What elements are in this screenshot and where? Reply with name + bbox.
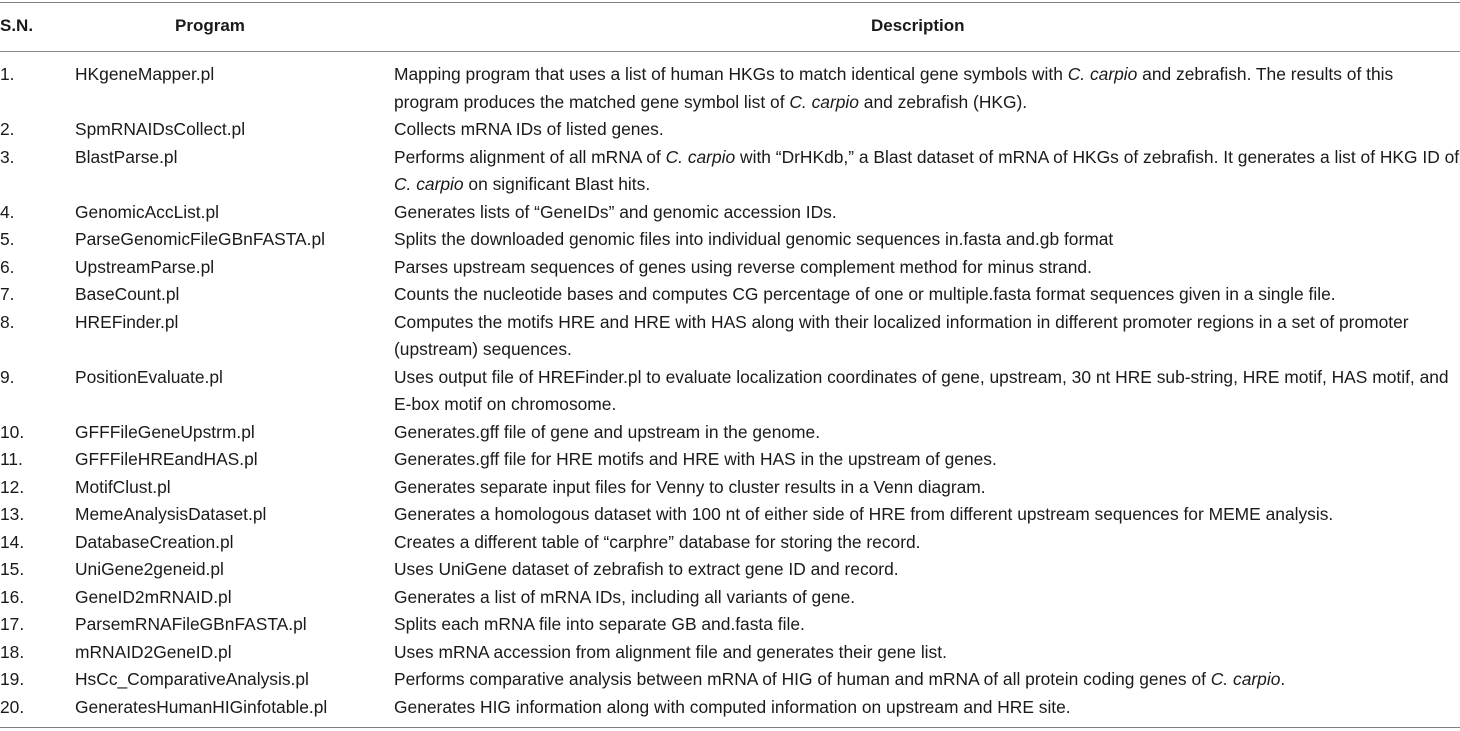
species-name: C. carpio <box>1067 64 1138 84</box>
description-text: Generates lists of “GeneIDs” and genomic accession IDs. <box>394 201 837 222</box>
table-row <box>0 144 1460 199</box>
cell-program: GeneID2mRNAID.pl <box>75 586 232 607</box>
description-text: on significant Blast hits. <box>463 174 651 194</box>
cell-program: UniGene2geneid.pl <box>75 559 224 579</box>
cell-description <box>394 199 1460 227</box>
header-rule <box>0 51 1460 52</box>
cell-sn: 10. <box>0 421 25 442</box>
cell-sn: 18. <box>0 641 25 662</box>
description-text: Generates.gff file for HRE motifs and HRE with HAS in the upstream of genes. <box>394 449 997 469</box>
description-text: Uses output file of HREFinder.pl to evaluate localization coordinates of gene, upstream, 30 nt HRE sub-string, HRE motif, HAS motif, and E-box motif on chromosome. <box>394 366 1449 414</box>
cell-description <box>394 501 1460 529</box>
table-row <box>0 474 1460 502</box>
cell-program: GFFFileGeneUpstrm.pl <box>75 421 255 442</box>
cell-program: PositionEvaluate.pl <box>75 366 223 387</box>
header-description: Description <box>871 16 965 35</box>
cell-program: GeneratesHumanHIGinfotable.pl <box>75 696 328 717</box>
cell-description <box>394 116 1460 144</box>
description-text: Splits the downloaded genomic files into individual genomic sequences in.fasta and.gb format <box>394 229 1114 249</box>
cell-description <box>394 364 1460 419</box>
cell-description <box>394 474 1460 502</box>
cell-sn: 5. <box>0 229 15 249</box>
header-program: Program <box>175 16 245 35</box>
description-text: Uses mRNA accession from alignment file and generates their gene list. <box>394 641 947 662</box>
table-row <box>0 556 1460 584</box>
cell-sn: 6. <box>0 256 15 277</box>
cell-description <box>394 694 1460 722</box>
cell-program: ParsemRNAFileGBnFASTA.pl <box>75 614 307 634</box>
table-row <box>0 116 1460 144</box>
cell-description <box>394 144 1460 199</box>
table-row <box>0 364 1460 419</box>
cell-sn: 11. <box>0 449 23 469</box>
table-header <box>0 3 1460 51</box>
cell-description <box>394 281 1460 309</box>
description-text: . <box>1280 669 1286 689</box>
cell-description <box>394 419 1460 447</box>
cell-description <box>394 446 1460 474</box>
cell-sn: 7. <box>0 284 15 304</box>
cell-description <box>394 61 1460 116</box>
cell-description <box>394 226 1460 254</box>
description-text: Performs alignment of all mRNA of <box>394 146 666 167</box>
cell-sn: 2. <box>0 119 15 139</box>
cell-sn: 9. <box>0 366 15 387</box>
table-row <box>0 611 1460 639</box>
description-text: Generates HIG information along with computed information on upstream and HRE site. <box>394 696 1071 717</box>
description-text: Mapping program that uses a list of human HKGs to match identical gene symbols with <box>394 64 1068 84</box>
description-text: Uses UniGene dataset of zebrafish to extract gene ID and record. <box>394 559 899 579</box>
cell-sn: 16. <box>0 586 25 607</box>
header-sn: S.N. <box>0 16 34 35</box>
table-row <box>0 584 1460 612</box>
table-row <box>0 281 1460 309</box>
cell-sn: 1. <box>0 64 15 84</box>
cell-program: MotifClust.pl <box>75 476 171 497</box>
cell-program: BlastParse.pl <box>75 146 178 167</box>
cell-program: mRNAID2GeneID.pl <box>75 641 232 662</box>
cell-sn: 13. <box>0 504 25 524</box>
table-row <box>0 254 1460 282</box>
cell-program: SpmRNAIDsCollect.pl <box>75 119 246 139</box>
species-name: C. carpio <box>665 146 736 167</box>
description-text: Parses upstream sequences of genes using reverse complement method for minus strand. <box>394 256 1092 277</box>
species-name: C. carpio <box>1210 669 1281 689</box>
cell-program: BaseCount.pl <box>75 284 180 304</box>
description-text: Generates separate input files for Venny to cluster results in a Venn diagram. <box>394 476 986 497</box>
description-text: Counts the nucleotide bases and computes CG percentage of one or multiple.fasta format sequences given in a single file. <box>394 284 1336 304</box>
cell-sn: 17. <box>0 614 25 634</box>
cell-program: UpstreamParse.pl <box>75 256 215 277</box>
cell-description <box>394 584 1460 612</box>
cell-sn: 12. <box>0 476 25 497</box>
cell-sn: 20. <box>0 696 25 717</box>
cell-sn: 19. <box>0 669 25 689</box>
cell-program: MemeAnalysisDataset.pl <box>75 504 267 524</box>
table-row <box>0 446 1460 474</box>
cell-program: ParseGenomicFileGBnFASTA.pl <box>75 229 325 249</box>
cell-sn: 4. <box>0 201 15 222</box>
description-text: Performs comparative analysis between mRNA of HIG of human and mRNA of all protein coding genes of <box>394 669 1211 689</box>
cell-sn: 8. <box>0 311 15 332</box>
cell-program: HsCc_ComparativeAnalysis.pl <box>75 669 309 689</box>
cell-program: GenomicAccList.pl <box>75 201 220 222</box>
cell-description <box>394 611 1460 639</box>
cell-description <box>394 666 1460 694</box>
description-text: Creates a different table of “carphre” database for storing the record. <box>394 531 921 552</box>
cell-description <box>394 529 1460 557</box>
cell-description <box>394 309 1460 364</box>
species-name: C. carpio <box>789 91 859 112</box>
description-text: Generates a homologous dataset with 100 nt of either side of HRE from different upstream sequences for MEME analysis. <box>394 504 1334 524</box>
description-text: Computes the motifs HRE and HRE with HAS along with their localized information in different promoter regions in a set of promoter (upstream) sequences. <box>394 311 1409 359</box>
table-row <box>0 419 1460 447</box>
table-body <box>0 61 1460 721</box>
table-row <box>0 226 1460 254</box>
description-text: and zebrafish (HKG). <box>858 91 1028 112</box>
cell-program: HREFinder.pl <box>75 311 179 332</box>
cell-sn: 15. <box>0 559 25 579</box>
description-text: with “DrHKdb,” a Blast dataset of mRNA of HKGs of zebrafish. It generates a list of HKG ID of <box>735 146 1460 167</box>
table-row <box>0 309 1460 364</box>
cell-program: GFFFileHREandHAS.pl <box>75 449 258 469</box>
cell-program: DatabaseCreation.pl <box>75 531 234 552</box>
description-text: Splits each mRNA file into separate GB and.fasta file. <box>394 614 805 634</box>
table-row <box>0 666 1460 694</box>
cell-description <box>394 639 1460 667</box>
cell-description <box>394 254 1460 282</box>
description-text: Generates a list of mRNA IDs, including all variants of gene. <box>394 586 856 607</box>
table-row <box>0 501 1460 529</box>
table-row <box>0 639 1460 667</box>
table-row <box>0 694 1460 722</box>
table-bottom-rule <box>0 727 1460 728</box>
cell-description <box>394 556 1460 584</box>
cell-sn: 14. <box>0 531 25 552</box>
cell-program: HKgeneMapper.pl <box>75 64 215 84</box>
description-text: Collects mRNA IDs of listed genes. <box>394 119 664 139</box>
species-name: C. carpio <box>394 174 464 194</box>
table-row <box>0 529 1460 557</box>
description-text: and zebrafish. The results of this program produces the matched gene symbol list of <box>394 64 1394 112</box>
cell-sn: 3. <box>0 146 15 167</box>
table-row <box>0 199 1460 227</box>
table-row <box>0 61 1460 116</box>
description-text: Generates.gff file of gene and upstream in the genome. <box>394 421 821 442</box>
